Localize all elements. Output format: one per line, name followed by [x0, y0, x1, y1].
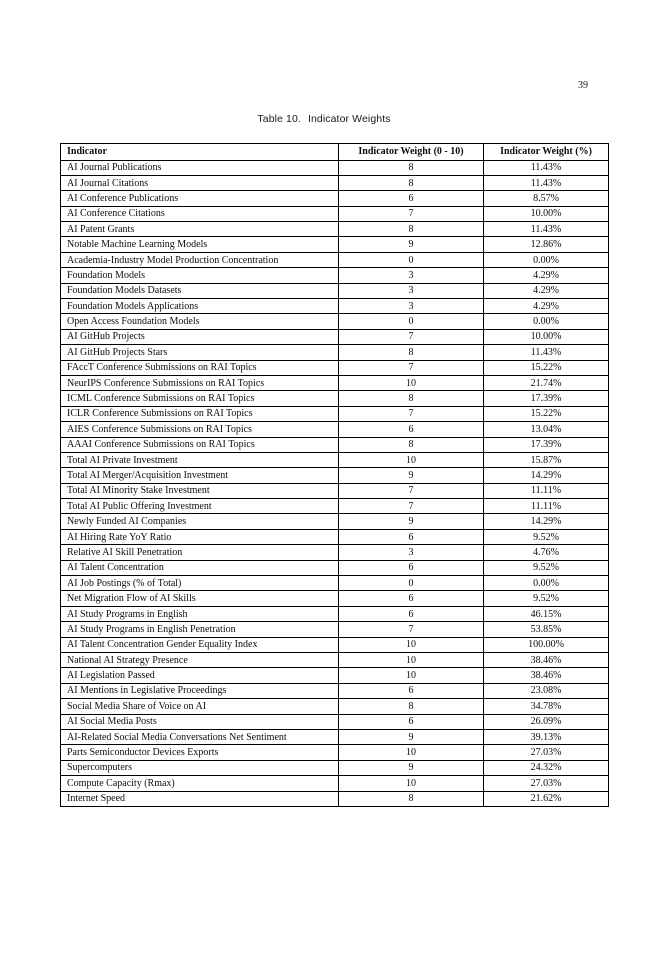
table-row	[61, 375, 609, 390]
table-row	[61, 606, 609, 621]
indicator-cell: AI Social Media Posts	[61, 714, 339, 729]
weight-cell: 6	[339, 422, 484, 437]
indicator-cell: AI Journal Citations	[61, 175, 339, 190]
table-row	[61, 576, 609, 591]
indicator-cell: Newly Funded AI Companies	[61, 514, 339, 529]
weight-pct-cell: 24.32%	[484, 760, 609, 775]
weight-pct-cell: 27.03%	[484, 776, 609, 791]
table-row	[61, 360, 609, 375]
indicator-cell: AIES Conference Submissions on RAI Topics	[61, 422, 339, 437]
weight-cell: 9	[339, 729, 484, 744]
column-header: Indicator	[61, 144, 339, 161]
weight-cell: 8	[339, 437, 484, 452]
table-row	[61, 637, 609, 652]
weight-pct-cell: 17.39%	[484, 391, 609, 406]
weight-cell: 6	[339, 683, 484, 698]
weight-cell: 3	[339, 268, 484, 283]
table-caption	[0, 113, 648, 125]
weight-cell: 3	[339, 545, 484, 560]
weight-cell: 7	[339, 499, 484, 514]
table-row	[61, 237, 609, 252]
indicator-cell: Internet Speed	[61, 791, 339, 806]
weight-pct-cell: 4.76%	[484, 545, 609, 560]
table-caption-label: Table 10.	[257, 113, 301, 125]
weight-cell: 6	[339, 560, 484, 575]
table-row	[61, 683, 609, 698]
weight-cell: 0	[339, 576, 484, 591]
weight-cell: 8	[339, 391, 484, 406]
table-row	[61, 191, 609, 206]
weight-cell: 3	[339, 299, 484, 314]
weight-cell: 3	[339, 283, 484, 298]
weight-pct-cell: 14.29%	[484, 514, 609, 529]
table-header-row	[61, 144, 609, 161]
weight-cell: 7	[339, 329, 484, 344]
weight-cell: 8	[339, 345, 484, 360]
weight-cell: 9	[339, 760, 484, 775]
indicator-cell: Foundation Models Applications	[61, 299, 339, 314]
indicator-cell: AI-Related Social Media Conversations Net Sentiment	[61, 729, 339, 744]
weight-pct-cell: 15.22%	[484, 406, 609, 421]
column-header: Indicator Weight (0 - 10)	[339, 144, 484, 161]
weight-cell: 6	[339, 591, 484, 606]
table-row	[61, 175, 609, 190]
table-row	[61, 776, 609, 791]
weight-cell: 10	[339, 668, 484, 683]
indicator-cell: FAccT Conference Submissions on RAI Topics	[61, 360, 339, 375]
weight-cell: 6	[339, 191, 484, 206]
indicator-cell: Open Access Foundation Models	[61, 314, 339, 329]
weight-pct-cell: 11.11%	[484, 499, 609, 514]
table-row	[61, 252, 609, 267]
weight-pct-cell: 11.11%	[484, 483, 609, 498]
weight-pct-cell: 11.43%	[484, 222, 609, 237]
indicator-cell: Relative AI Skill Penetration	[61, 545, 339, 560]
weight-cell: 9	[339, 468, 484, 483]
weight-cell: 9	[339, 514, 484, 529]
table-row	[61, 329, 609, 344]
weight-pct-cell: 38.46%	[484, 653, 609, 668]
table-row	[61, 714, 609, 729]
indicator-cell: NeurIPS Conference Submissions on RAI Topics	[61, 375, 339, 390]
weight-cell: 10	[339, 375, 484, 390]
weight-cell: 7	[339, 360, 484, 375]
table-row	[61, 622, 609, 637]
weight-cell: 7	[339, 483, 484, 498]
weight-cell: 6	[339, 529, 484, 544]
indicator-cell: Total AI Minority Stake Investment	[61, 483, 339, 498]
weight-pct-cell: 10.00%	[484, 329, 609, 344]
table-row	[61, 745, 609, 760]
weight-pct-cell: 53.85%	[484, 622, 609, 637]
table-row	[61, 560, 609, 575]
table-row	[61, 206, 609, 221]
table-row	[61, 345, 609, 360]
weight-pct-cell: 12.86%	[484, 237, 609, 252]
weight-pct-cell: 0.00%	[484, 576, 609, 591]
indicator-cell: ICML Conference Submissions on RAI Topics	[61, 391, 339, 406]
weight-pct-cell: 15.22%	[484, 360, 609, 375]
indicator-cell: AAAI Conference Submissions on RAI Topics	[61, 437, 339, 452]
table-row	[61, 406, 609, 421]
table-caption-title: Indicator Weights	[307, 113, 391, 125]
weight-cell: 8	[339, 160, 484, 175]
table-row	[61, 222, 609, 237]
indicator-cell: AI Job Postings (% of Total)	[61, 576, 339, 591]
page-number: 39	[578, 80, 588, 91]
table-row	[61, 437, 609, 452]
weight-pct-cell: 11.43%	[484, 160, 609, 175]
weight-cell: 0	[339, 314, 484, 329]
weight-cell: 10	[339, 776, 484, 791]
weight-cell: 7	[339, 206, 484, 221]
weight-cell: 8	[339, 699, 484, 714]
table-row	[61, 391, 609, 406]
table-row	[61, 160, 609, 175]
indicator-cell: AI Mentions in Legislative Proceedings	[61, 683, 339, 698]
indicator-cell: Social Media Share of Voice on AI	[61, 699, 339, 714]
weight-pct-cell: 8.57%	[484, 191, 609, 206]
indicator-weights-table	[60, 143, 609, 807]
indicator-cell: Academia-Industry Model Production Concentration	[61, 252, 339, 267]
weight-cell: 10	[339, 452, 484, 467]
table-row	[61, 791, 609, 806]
indicator-cell: Net Migration Flow of AI Skills	[61, 591, 339, 606]
weight-cell: 6	[339, 606, 484, 621]
weight-pct-cell: 15.87%	[484, 452, 609, 467]
weight-pct-cell: 9.52%	[484, 560, 609, 575]
weight-pct-cell: 4.29%	[484, 283, 609, 298]
weight-pct-cell: 11.43%	[484, 345, 609, 360]
weight-pct-cell: 9.52%	[484, 529, 609, 544]
table-row	[61, 529, 609, 544]
table-row	[61, 468, 609, 483]
weight-cell: 9	[339, 237, 484, 252]
table-row	[61, 499, 609, 514]
indicator-cell: AI Study Programs in English Penetration	[61, 622, 339, 637]
table-row	[61, 668, 609, 683]
weight-cell: 6	[339, 714, 484, 729]
indicator-cell: National AI Strategy Presence	[61, 653, 339, 668]
indicator-cell: AI GitHub Projects Stars	[61, 345, 339, 360]
indicator-cell: Total AI Private Investment	[61, 452, 339, 467]
indicator-cell: AI Study Programs in English	[61, 606, 339, 621]
table-row	[61, 729, 609, 744]
weight-pct-cell: 23.08%	[484, 683, 609, 698]
weight-pct-cell: 38.46%	[484, 668, 609, 683]
weight-pct-cell: 21.62%	[484, 791, 609, 806]
table-row	[61, 760, 609, 775]
weight-cell: 0	[339, 252, 484, 267]
indicator-cell: AI Talent Concentration Gender Equality Index	[61, 637, 339, 652]
table-row	[61, 653, 609, 668]
weight-cell: 10	[339, 637, 484, 652]
table-row	[61, 514, 609, 529]
weight-cell: 7	[339, 622, 484, 637]
table-row	[61, 452, 609, 467]
indicator-cell: AI Journal Publications	[61, 160, 339, 175]
weight-pct-cell: 17.39%	[484, 437, 609, 452]
table-row	[61, 422, 609, 437]
weight-cell: 8	[339, 222, 484, 237]
column-header: Indicator Weight (%)	[484, 144, 609, 161]
indicator-cell: AI Conference Publications	[61, 191, 339, 206]
indicator-cell: AI Hiring Rate YoY Ratio	[61, 529, 339, 544]
indicator-cell: Total AI Public Offering Investment	[61, 499, 339, 514]
indicator-cell: Parts Semiconductor Devices Exports	[61, 745, 339, 760]
weight-pct-cell: 4.29%	[484, 268, 609, 283]
indicator-cell: AI Conference Citations	[61, 206, 339, 221]
indicator-cell: Supercomputers	[61, 760, 339, 775]
indicator-cell: Compute Capacity (Rmax)	[61, 776, 339, 791]
indicator-cell: ICLR Conference Submissions on RAI Topics	[61, 406, 339, 421]
indicator-cell: AI Talent Concentration	[61, 560, 339, 575]
weight-pct-cell: 14.29%	[484, 468, 609, 483]
indicator-cell: AI Patent Grants	[61, 222, 339, 237]
weight-pct-cell: 9.52%	[484, 591, 609, 606]
indicator-cell: Foundation Models	[61, 268, 339, 283]
weight-pct-cell: 4.29%	[484, 299, 609, 314]
weight-pct-cell: 10.00%	[484, 206, 609, 221]
weight-cell: 10	[339, 653, 484, 668]
indicator-cell: AI Legislation Passed	[61, 668, 339, 683]
table-row	[61, 591, 609, 606]
indicator-cell: Foundation Models Datasets	[61, 283, 339, 298]
table-row	[61, 483, 609, 498]
weight-pct-cell: 100.00%	[484, 637, 609, 652]
weight-pct-cell: 0.00%	[484, 252, 609, 267]
weight-pct-cell: 46.15%	[484, 606, 609, 621]
table-row	[61, 299, 609, 314]
table-row	[61, 314, 609, 329]
weight-cell: 8	[339, 791, 484, 806]
weight-cell: 10	[339, 745, 484, 760]
weight-pct-cell: 21.74%	[484, 375, 609, 390]
weight-cell: 7	[339, 406, 484, 421]
weight-pct-cell: 11.43%	[484, 175, 609, 190]
weight-pct-cell: 34.78%	[484, 699, 609, 714]
weight-pct-cell: 13.04%	[484, 422, 609, 437]
weight-pct-cell: 27.03%	[484, 745, 609, 760]
weight-pct-cell: 26.09%	[484, 714, 609, 729]
table-row	[61, 268, 609, 283]
indicator-cell: Total AI Merger/Acquisition Investment	[61, 468, 339, 483]
indicator-cell: Notable Machine Learning Models	[61, 237, 339, 252]
weight-pct-cell: 39.13%	[484, 729, 609, 744]
table-row	[61, 545, 609, 560]
table-row	[61, 699, 609, 714]
table-body	[61, 160, 609, 806]
weight-cell: 8	[339, 175, 484, 190]
table-row	[61, 283, 609, 298]
indicator-cell: AI GitHub Projects	[61, 329, 339, 344]
weight-pct-cell: 0.00%	[484, 314, 609, 329]
